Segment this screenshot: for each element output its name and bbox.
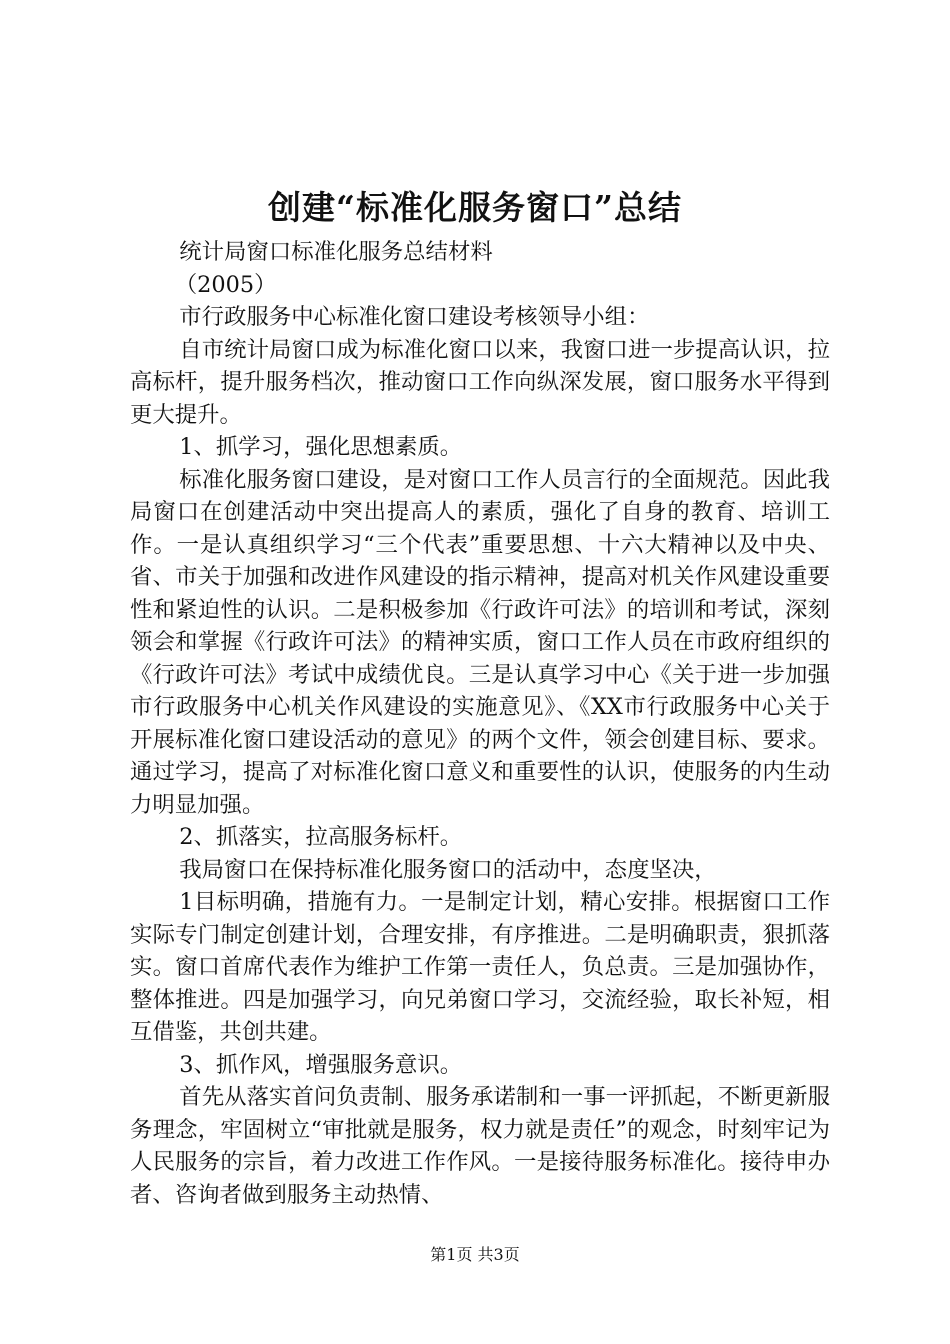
paragraph-section-2-lead: 我局窗口在保持标准化服务窗口的活动中，态度坚决，	[179, 856, 717, 883]
addressee: 市行政服务中心标准化窗口建设考核领导小组：	[179, 304, 650, 330]
paragraph-intro: 自市统计局窗口成为标准化窗口以来，我窗口进一步提高认识，拉高标杆，提升服务档次，推动窗口工作向纵深发展，窗口服务水平得到更大提升。	[130, 336, 830, 428]
year-line: （2005）	[174, 271, 277, 298]
subtitle: 统计局窗口标准化服务总结材料	[179, 239, 493, 265]
paragraph-section-3: 首先从落实首问负责制、服务承诺制和一事一评抓起，不断更新服务理念，牢固树立“审批就是服务，权力就是责任”的观念，时刻牢记为人民服务的宗旨，着力改进工作作风。一是接待服务标准化。接待申办者、咨询者做到服务主动热情、	[130, 1084, 830, 1208]
section-heading-1: 1、抓学习，强化思想素质。	[179, 434, 463, 460]
paragraph-section-2: 1目标明确，措施有力。一是制定计划，精心安排。根据窗口工作实际专门制定创建计划，合理安排，有序推进。二是明确职责，狠抓落实。窗口首席代表作为维护工作第一责任人，负总责。三是加强协作，整体推进。四是加强学习，向兄弟窗口学习，交流经验，取长补短，相互借鉴，共创共建。	[130, 889, 830, 1045]
section-heading-3: 3、抓作风，增强服务意识。	[179, 1051, 463, 1078]
document-title: 创建“标准化服务窗口”总结	[268, 188, 682, 227]
section-heading-2: 2、抓落实，拉高服务标杆。	[179, 824, 463, 850]
paragraph-section-1: 标准化服务窗口建设，是对窗口工作人员言行的全面规范。因此我局窗口在创建活动中突出提高人的素质，强化了自身的教育、培训工作。一是认真组织学习“三个代表”重要思想、十六大精神以及中央、省、市关于加强和改进作风建设的指示精神，提高对机关作风建设重要性和紧迫性的认识。二是积极参加《行政许可法》的培训和考试，深刻领会和掌握《行政许可法》的精神实质，窗口工作人员在市政府组织的《行政许可法》考试中成绩优良。三是认真学习中心《关于进一步加强市行政服务中心机关作风建设的实施意见》、《XX市行政服务中心关于开展标准化窗口建设活动的意见》的两个文件，领会创建目标、要求。通过学习，提高了对标准化窗口意义和重要性的认识，使服务的内生动力明显加强。	[130, 466, 830, 818]
document-body	[130, 236, 830, 1211]
page-number-footer: 第1页 共3页	[430, 1245, 520, 1264]
